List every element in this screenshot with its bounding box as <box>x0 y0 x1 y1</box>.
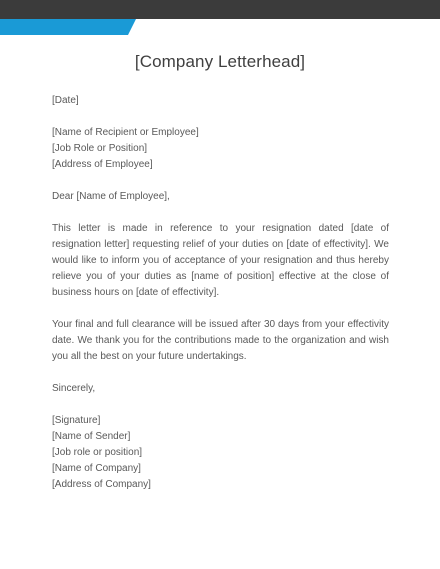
recipient-role: [Job Role or Position] <box>52 143 148 154</box>
accent-stripe-graphic <box>0 19 440 35</box>
header-accent-stripe <box>0 19 440 35</box>
spacer <box>52 109 389 125</box>
recipient-address: [Address of Employee] <box>52 159 153 170</box>
sender-company: [Name of Company] <box>52 463 141 474</box>
spacer <box>52 301 389 317</box>
paragraph-clearance: Your final and full clearance will be issued after 30 days from your effectivity date. We thank you for the contributions made to the organization and wish you all the best on your future undertakings. <box>52 319 389 362</box>
spacer <box>52 205 389 221</box>
sender-signature: [Signature] <box>52 415 101 426</box>
letter-date: [Date] <box>52 95 79 106</box>
spacer <box>52 173 389 189</box>
sender-address: [Address of Company] <box>52 479 151 490</box>
salutation: Dear [Name of Employee], <box>52 191 170 202</box>
letter-body <box>52 93 389 493</box>
sender-name: [Name of Sender] <box>52 431 131 442</box>
closing: Sincerely, <box>52 383 96 394</box>
spacer <box>52 397 389 413</box>
company-letterhead-title: [Company Letterhead] <box>134 52 306 71</box>
sender-role: [Job role or position] <box>52 447 143 458</box>
header-dark-bar <box>0 0 440 19</box>
recipient-name: [Name of Recipient or Employee] <box>52 127 199 138</box>
sender-block <box>52 413 389 493</box>
recipient-block <box>52 125 389 173</box>
paragraph-resignation-acceptance: This letter is made in reference to your resignation dated [date of resignation letter] requesting relief of your duties on [date of effectivity]. We would like to inform you of acceptance of your resignation and thus hereby relieve you of your duties as [name of position] effective at the close of business hours on [date of effectivity]. <box>52 223 389 298</box>
spacer <box>52 365 389 381</box>
